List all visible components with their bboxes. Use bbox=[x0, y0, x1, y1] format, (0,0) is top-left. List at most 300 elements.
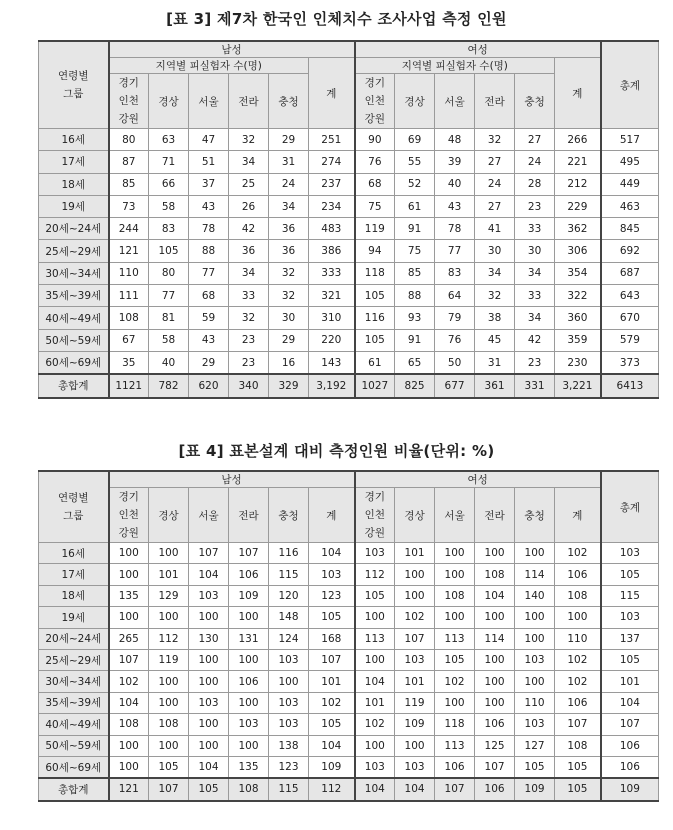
female-value-cell: 359 bbox=[555, 329, 601, 351]
grand-total-cell: 463 bbox=[601, 195, 659, 217]
female-value-cell: 112 bbox=[355, 564, 395, 585]
female-value-cell: 34 bbox=[515, 262, 555, 284]
female-value-cell: 113 bbox=[355, 628, 395, 649]
total-row bbox=[39, 374, 659, 397]
region-header: 경기 인천 강원 bbox=[109, 488, 149, 543]
female-value-cell: 28 bbox=[515, 173, 555, 195]
male-value-cell: 168 bbox=[309, 628, 355, 649]
region-header: 경상 bbox=[149, 74, 189, 129]
male-value-cell: 100 bbox=[149, 735, 189, 756]
region-header: 서울 bbox=[435, 74, 475, 129]
age-group-cell: 40세~49세 bbox=[39, 307, 109, 329]
female-value-cell: 55 bbox=[395, 151, 435, 173]
female-region-subheader: 지역별 피실험자 수(명) bbox=[355, 58, 555, 74]
male-value-cell: 310 bbox=[309, 307, 355, 329]
age-group-cell: 17세 bbox=[39, 151, 109, 173]
table-row bbox=[39, 307, 659, 329]
female-value-cell: 100 bbox=[355, 607, 395, 628]
male-value-cell: 131 bbox=[229, 628, 269, 649]
female-value-cell: 50 bbox=[435, 351, 475, 374]
male-value-cell: 23 bbox=[229, 351, 269, 374]
male-value-cell: 102 bbox=[109, 671, 149, 692]
female-value-cell: 108 bbox=[475, 564, 515, 585]
male-value-cell: 138 bbox=[269, 735, 309, 756]
female-value-cell: 104 bbox=[355, 671, 395, 692]
grand-total-cell: 106 bbox=[601, 756, 659, 778]
female-value-cell: 43 bbox=[435, 195, 475, 217]
female-value-cell: 100 bbox=[355, 649, 395, 670]
male-value-cell: 321 bbox=[309, 285, 355, 307]
female-value-cell: 40 bbox=[435, 173, 475, 195]
female-value-cell: 102 bbox=[355, 714, 395, 735]
table-row bbox=[39, 218, 659, 240]
male-value-cell: 66 bbox=[149, 173, 189, 195]
male-value-cell: 63 bbox=[149, 129, 189, 151]
male-value-cell: 100 bbox=[149, 671, 189, 692]
female-value-cell: 45 bbox=[475, 329, 515, 351]
female-value-cell: 91 bbox=[395, 218, 435, 240]
male-value-cell: 333 bbox=[309, 262, 355, 284]
female-value-cell: 91 bbox=[395, 329, 435, 351]
female-value-cell: 77 bbox=[435, 240, 475, 262]
table-row bbox=[39, 671, 659, 692]
male-value-cell: 34 bbox=[229, 151, 269, 173]
female-value-cell: 107 bbox=[435, 778, 475, 800]
female-value-cell: 306 bbox=[555, 240, 601, 262]
female-value-cell: 107 bbox=[555, 714, 601, 735]
male-value-cell: 35 bbox=[109, 351, 149, 374]
female-value-cell: 230 bbox=[555, 351, 601, 374]
male-value-cell: 329 bbox=[269, 374, 309, 397]
male-value-cell: 105 bbox=[309, 607, 355, 628]
grand-total-cell: 101 bbox=[601, 671, 659, 692]
age-group-cell: 20세~24세 bbox=[39, 628, 109, 649]
grand-total-cell: 103 bbox=[601, 543, 659, 564]
female-value-cell: 103 bbox=[355, 756, 395, 778]
female-value-cell: 69 bbox=[395, 129, 435, 151]
male-value-cell: 103 bbox=[189, 692, 229, 713]
female-value-cell: 105 bbox=[355, 329, 395, 351]
male-value-cell: 58 bbox=[149, 329, 189, 351]
male-value-cell: 112 bbox=[149, 628, 189, 649]
male-value-cell: 108 bbox=[109, 714, 149, 735]
male-value-cell: 386 bbox=[309, 240, 355, 262]
region-header: 충청 bbox=[515, 74, 555, 129]
age-group-cell: 총합계 bbox=[39, 778, 109, 800]
female-value-cell: 100 bbox=[515, 543, 555, 564]
female-value-cell: 23 bbox=[515, 351, 555, 374]
male-value-cell: 77 bbox=[189, 262, 229, 284]
female-value-cell: 106 bbox=[555, 564, 601, 585]
female-value-cell: 102 bbox=[555, 649, 601, 670]
male-value-cell: 100 bbox=[189, 649, 229, 670]
male-value-cell: 100 bbox=[109, 564, 149, 585]
male-value-cell: 135 bbox=[109, 585, 149, 606]
grand-total-cell: 115 bbox=[601, 585, 659, 606]
age-group-cell: 50세~59세 bbox=[39, 329, 109, 351]
male-value-cell: 148 bbox=[269, 607, 309, 628]
female-value-cell: 106 bbox=[555, 692, 601, 713]
table-row bbox=[39, 607, 659, 628]
male-value-cell: 103 bbox=[269, 649, 309, 670]
female-value-cell: 103 bbox=[395, 756, 435, 778]
female-value-cell: 100 bbox=[475, 543, 515, 564]
male-value-cell: 32 bbox=[229, 129, 269, 151]
region-header: 서울 bbox=[435, 488, 475, 543]
grand-total-cell: 103 bbox=[601, 607, 659, 628]
age-group-cell: 20세~24세 bbox=[39, 218, 109, 240]
female-value-cell: 116 bbox=[355, 307, 395, 329]
male-value-cell: 100 bbox=[229, 607, 269, 628]
female-value-cell: 48 bbox=[435, 129, 475, 151]
female-value-cell: 106 bbox=[475, 778, 515, 800]
female-value-cell: 34 bbox=[475, 262, 515, 284]
female-value-cell: 78 bbox=[435, 218, 475, 240]
female-value-cell: 100 bbox=[515, 671, 555, 692]
female-value-cell: 119 bbox=[355, 218, 395, 240]
male-value-cell: 251 bbox=[309, 129, 355, 151]
male-value-cell: 104 bbox=[189, 756, 229, 778]
age-group-header: 연령별 그룹 bbox=[39, 41, 109, 129]
male-value-cell: 100 bbox=[189, 607, 229, 628]
female-value-cell: 75 bbox=[395, 240, 435, 262]
female-value-cell: 32 bbox=[475, 129, 515, 151]
table-row bbox=[39, 173, 659, 195]
age-group-cell: 25세~29세 bbox=[39, 649, 109, 670]
female-value-cell: 118 bbox=[435, 714, 475, 735]
female-value-cell: 68 bbox=[355, 173, 395, 195]
male-value-cell: 100 bbox=[229, 649, 269, 670]
female-value-cell: 106 bbox=[475, 714, 515, 735]
region-header: 전라 bbox=[475, 488, 515, 543]
male-value-cell: 33 bbox=[229, 285, 269, 307]
male-value-cell: 47 bbox=[189, 129, 229, 151]
male-value-cell: 234 bbox=[309, 195, 355, 217]
female-value-cell: 100 bbox=[475, 692, 515, 713]
grand-total-cell: 6413 bbox=[601, 374, 659, 397]
female-value-cell: 360 bbox=[555, 307, 601, 329]
female-header: 여성 bbox=[355, 41, 601, 58]
region-header: 경상 bbox=[395, 74, 435, 129]
grand-total-cell: 373 bbox=[601, 351, 659, 374]
female-value-cell: 64 bbox=[435, 285, 475, 307]
female-value-cell: 140 bbox=[515, 585, 555, 606]
total-row bbox=[39, 778, 659, 800]
table4-ratio-table bbox=[38, 470, 659, 802]
female-value-cell: 221 bbox=[555, 151, 601, 173]
age-group-cell: 총합계 bbox=[39, 374, 109, 397]
female-value-cell: 229 bbox=[555, 195, 601, 217]
male-value-cell: 107 bbox=[189, 543, 229, 564]
male-value-cell: 36 bbox=[269, 240, 309, 262]
male-value-cell: 116 bbox=[269, 543, 309, 564]
male-value-cell: 100 bbox=[269, 671, 309, 692]
female-value-cell: 114 bbox=[515, 564, 555, 585]
age-group-cell: 35세~39세 bbox=[39, 285, 109, 307]
male-value-cell: 100 bbox=[189, 671, 229, 692]
male-value-cell: 101 bbox=[309, 671, 355, 692]
age-group-cell: 17세 bbox=[39, 564, 109, 585]
table3-measurement-counts bbox=[38, 40, 659, 399]
grand-total-cell: 845 bbox=[601, 218, 659, 240]
grand-total-cell: 692 bbox=[601, 240, 659, 262]
female-value-cell: 27 bbox=[475, 195, 515, 217]
male-value-cell: 29 bbox=[269, 329, 309, 351]
table4-caption: [표 4] 표본설계 대비 측정인원 비율(단위: %) bbox=[178, 442, 495, 460]
male-value-cell: 78 bbox=[189, 218, 229, 240]
male-value-cell: 143 bbox=[309, 351, 355, 374]
grand-total-cell: 104 bbox=[601, 692, 659, 713]
female-value-cell: 88 bbox=[395, 285, 435, 307]
male-value-cell: 129 bbox=[149, 585, 189, 606]
male-subtotal-header: 계 bbox=[309, 58, 355, 129]
male-value-cell: 29 bbox=[269, 129, 309, 151]
male-value-cell: 105 bbox=[149, 756, 189, 778]
male-value-cell: 103 bbox=[269, 714, 309, 735]
male-value-cell: 43 bbox=[189, 329, 229, 351]
female-header: 여성 bbox=[355, 471, 601, 488]
female-value-cell: 362 bbox=[555, 218, 601, 240]
female-value-cell: 102 bbox=[555, 543, 601, 564]
female-value-cell: 94 bbox=[355, 240, 395, 262]
male-value-cell: 104 bbox=[309, 735, 355, 756]
female-value-cell: 100 bbox=[475, 671, 515, 692]
male-value-cell: 88 bbox=[189, 240, 229, 262]
female-value-cell: 104 bbox=[395, 778, 435, 800]
male-value-cell: 108 bbox=[229, 778, 269, 800]
table-row bbox=[39, 756, 659, 778]
grand-total-cell: 137 bbox=[601, 628, 659, 649]
region-header: 경기 인천 강원 bbox=[355, 488, 395, 543]
female-value-cell: 105 bbox=[435, 649, 475, 670]
female-value-cell: 331 bbox=[515, 374, 555, 397]
male-value-cell: 104 bbox=[189, 564, 229, 585]
female-value-cell: 109 bbox=[515, 778, 555, 800]
table-row bbox=[39, 692, 659, 713]
female-value-cell: 354 bbox=[555, 262, 601, 284]
male-value-cell: 124 bbox=[269, 628, 309, 649]
female-value-cell: 110 bbox=[515, 692, 555, 713]
female-value-cell: 3,221 bbox=[555, 374, 601, 397]
female-value-cell: 41 bbox=[475, 218, 515, 240]
female-value-cell: 31 bbox=[475, 351, 515, 374]
region-header: 서울 bbox=[189, 74, 229, 129]
female-value-cell: 42 bbox=[515, 329, 555, 351]
female-value-cell: 34 bbox=[515, 307, 555, 329]
male-value-cell: 108 bbox=[109, 307, 149, 329]
male-value-cell: 81 bbox=[149, 307, 189, 329]
male-value-cell: 101 bbox=[149, 564, 189, 585]
male-value-cell: 105 bbox=[149, 240, 189, 262]
male-value-cell: 80 bbox=[109, 129, 149, 151]
male-subtotal-header: 계 bbox=[309, 488, 355, 543]
female-value-cell: 104 bbox=[355, 778, 395, 800]
male-value-cell: 100 bbox=[229, 735, 269, 756]
female-value-cell: 113 bbox=[435, 735, 475, 756]
male-value-cell: 32 bbox=[269, 285, 309, 307]
male-value-cell: 58 bbox=[149, 195, 189, 217]
region-header: 서울 bbox=[189, 488, 229, 543]
male-value-cell: 265 bbox=[109, 628, 149, 649]
table-row bbox=[39, 564, 659, 585]
female-value-cell: 104 bbox=[475, 585, 515, 606]
male-value-cell: 108 bbox=[149, 714, 189, 735]
female-value-cell: 105 bbox=[555, 778, 601, 800]
region-header: 충청 bbox=[515, 488, 555, 543]
age-group-cell: 16세 bbox=[39, 543, 109, 564]
female-value-cell: 32 bbox=[475, 285, 515, 307]
female-value-cell: 114 bbox=[475, 628, 515, 649]
age-group-cell: 35세~39세 bbox=[39, 692, 109, 713]
male-value-cell: 105 bbox=[309, 714, 355, 735]
female-subtotal-header: 계 bbox=[555, 58, 601, 129]
female-value-cell: 75 bbox=[355, 195, 395, 217]
male-value-cell: 106 bbox=[229, 671, 269, 692]
region-header: 경기 인천 강원 bbox=[355, 74, 395, 129]
male-region-subheader: 지역별 피실험자 수(명) bbox=[109, 58, 309, 74]
female-value-cell: 24 bbox=[475, 173, 515, 195]
region-header: 전라 bbox=[229, 488, 269, 543]
female-value-cell: 105 bbox=[355, 585, 395, 606]
age-group-cell: 60세~69세 bbox=[39, 351, 109, 374]
female-value-cell: 106 bbox=[435, 756, 475, 778]
male-value-cell: 24 bbox=[269, 173, 309, 195]
female-value-cell: 61 bbox=[395, 195, 435, 217]
male-value-cell: 29 bbox=[189, 351, 229, 374]
female-value-cell: 107 bbox=[475, 756, 515, 778]
male-value-cell: 43 bbox=[189, 195, 229, 217]
table-row bbox=[39, 285, 659, 307]
male-value-cell: 73 bbox=[109, 195, 149, 217]
region-header: 전라 bbox=[475, 74, 515, 129]
region-header: 경상 bbox=[149, 488, 189, 543]
grand-total-cell: 449 bbox=[601, 173, 659, 195]
female-value-cell: 118 bbox=[355, 262, 395, 284]
female-value-cell: 76 bbox=[435, 329, 475, 351]
female-value-cell: 90 bbox=[355, 129, 395, 151]
female-value-cell: 38 bbox=[475, 307, 515, 329]
male-value-cell: 3,192 bbox=[309, 374, 355, 397]
table-row bbox=[39, 351, 659, 374]
female-value-cell: 101 bbox=[395, 543, 435, 564]
female-value-cell: 103 bbox=[515, 714, 555, 735]
male-value-cell: 100 bbox=[149, 692, 189, 713]
age-group-cell: 50세~59세 bbox=[39, 735, 109, 756]
table-row bbox=[39, 129, 659, 151]
female-value-cell: 100 bbox=[435, 564, 475, 585]
male-value-cell: 59 bbox=[189, 307, 229, 329]
male-value-cell: 34 bbox=[269, 195, 309, 217]
female-value-cell: 105 bbox=[355, 285, 395, 307]
age-group-cell: 18세 bbox=[39, 585, 109, 606]
male-value-cell: 109 bbox=[229, 585, 269, 606]
grand-total-cell: 643 bbox=[601, 285, 659, 307]
table-row bbox=[39, 585, 659, 606]
age-group-header: 연령별 그룹 bbox=[39, 471, 109, 543]
female-value-cell: 108 bbox=[435, 585, 475, 606]
male-value-cell: 340 bbox=[229, 374, 269, 397]
male-value-cell: 37 bbox=[189, 173, 229, 195]
male-value-cell: 23 bbox=[229, 329, 269, 351]
grand-total-cell: 517 bbox=[601, 129, 659, 151]
female-value-cell: 100 bbox=[475, 649, 515, 670]
female-value-cell: 100 bbox=[395, 564, 435, 585]
grand-total-cell: 495 bbox=[601, 151, 659, 173]
male-value-cell: 26 bbox=[229, 195, 269, 217]
female-value-cell: 100 bbox=[395, 735, 435, 756]
age-group-cell: 60세~69세 bbox=[39, 756, 109, 778]
male-value-cell: 107 bbox=[309, 649, 355, 670]
male-value-cell: 119 bbox=[149, 649, 189, 670]
female-value-cell: 103 bbox=[395, 649, 435, 670]
female-value-cell: 52 bbox=[395, 173, 435, 195]
age-group-cell: 19세 bbox=[39, 607, 109, 628]
female-value-cell: 266 bbox=[555, 129, 601, 151]
age-group-cell: 40세~49세 bbox=[39, 714, 109, 735]
female-value-cell: 83 bbox=[435, 262, 475, 284]
female-value-cell: 102 bbox=[395, 607, 435, 628]
region-header: 전라 bbox=[229, 74, 269, 129]
grand-total-header: 총계 bbox=[601, 41, 659, 129]
grand-total-cell: 687 bbox=[601, 262, 659, 284]
male-value-cell: 87 bbox=[109, 151, 149, 173]
male-value-cell: 123 bbox=[309, 585, 355, 606]
male-value-cell: 115 bbox=[269, 564, 309, 585]
male-value-cell: 111 bbox=[109, 285, 149, 307]
female-value-cell: 1027 bbox=[355, 374, 395, 397]
male-value-cell: 274 bbox=[309, 151, 355, 173]
male-value-cell: 130 bbox=[189, 628, 229, 649]
female-value-cell: 105 bbox=[555, 756, 601, 778]
male-value-cell: 123 bbox=[269, 756, 309, 778]
female-value-cell: 677 bbox=[435, 374, 475, 397]
female-value-cell: 100 bbox=[515, 628, 555, 649]
female-value-cell: 39 bbox=[435, 151, 475, 173]
male-value-cell: 237 bbox=[309, 173, 355, 195]
male-value-cell: 102 bbox=[309, 692, 355, 713]
male-value-cell: 105 bbox=[189, 778, 229, 800]
grand-total-cell: 109 bbox=[601, 778, 659, 800]
female-value-cell: 27 bbox=[475, 151, 515, 173]
female-value-cell: 125 bbox=[475, 735, 515, 756]
male-value-cell: 1121 bbox=[109, 374, 149, 397]
male-value-cell: 25 bbox=[229, 173, 269, 195]
female-value-cell: 102 bbox=[555, 671, 601, 692]
region-header: 충청 bbox=[269, 488, 309, 543]
male-value-cell: 42 bbox=[229, 218, 269, 240]
male-value-cell: 32 bbox=[229, 307, 269, 329]
male-value-cell: 30 bbox=[269, 307, 309, 329]
table-row bbox=[39, 262, 659, 284]
grand-total-header: 총계 bbox=[601, 471, 659, 543]
male-value-cell: 112 bbox=[309, 778, 355, 800]
age-group-cell: 30세~34세 bbox=[39, 262, 109, 284]
age-group-cell: 25세~29세 bbox=[39, 240, 109, 262]
grand-total-cell: 106 bbox=[601, 735, 659, 756]
male-value-cell: 120 bbox=[269, 585, 309, 606]
male-value-cell: 106 bbox=[229, 564, 269, 585]
male-header: 남성 bbox=[109, 41, 355, 58]
age-group-cell: 30세~34세 bbox=[39, 671, 109, 692]
male-header: 남성 bbox=[109, 471, 355, 488]
male-value-cell: 103 bbox=[189, 585, 229, 606]
male-value-cell: 100 bbox=[109, 607, 149, 628]
male-value-cell: 115 bbox=[269, 778, 309, 800]
female-value-cell: 103 bbox=[355, 543, 395, 564]
male-value-cell: 100 bbox=[189, 735, 229, 756]
region-header: 경기 인천 강원 bbox=[109, 74, 149, 129]
grand-total-cell: 105 bbox=[601, 564, 659, 585]
